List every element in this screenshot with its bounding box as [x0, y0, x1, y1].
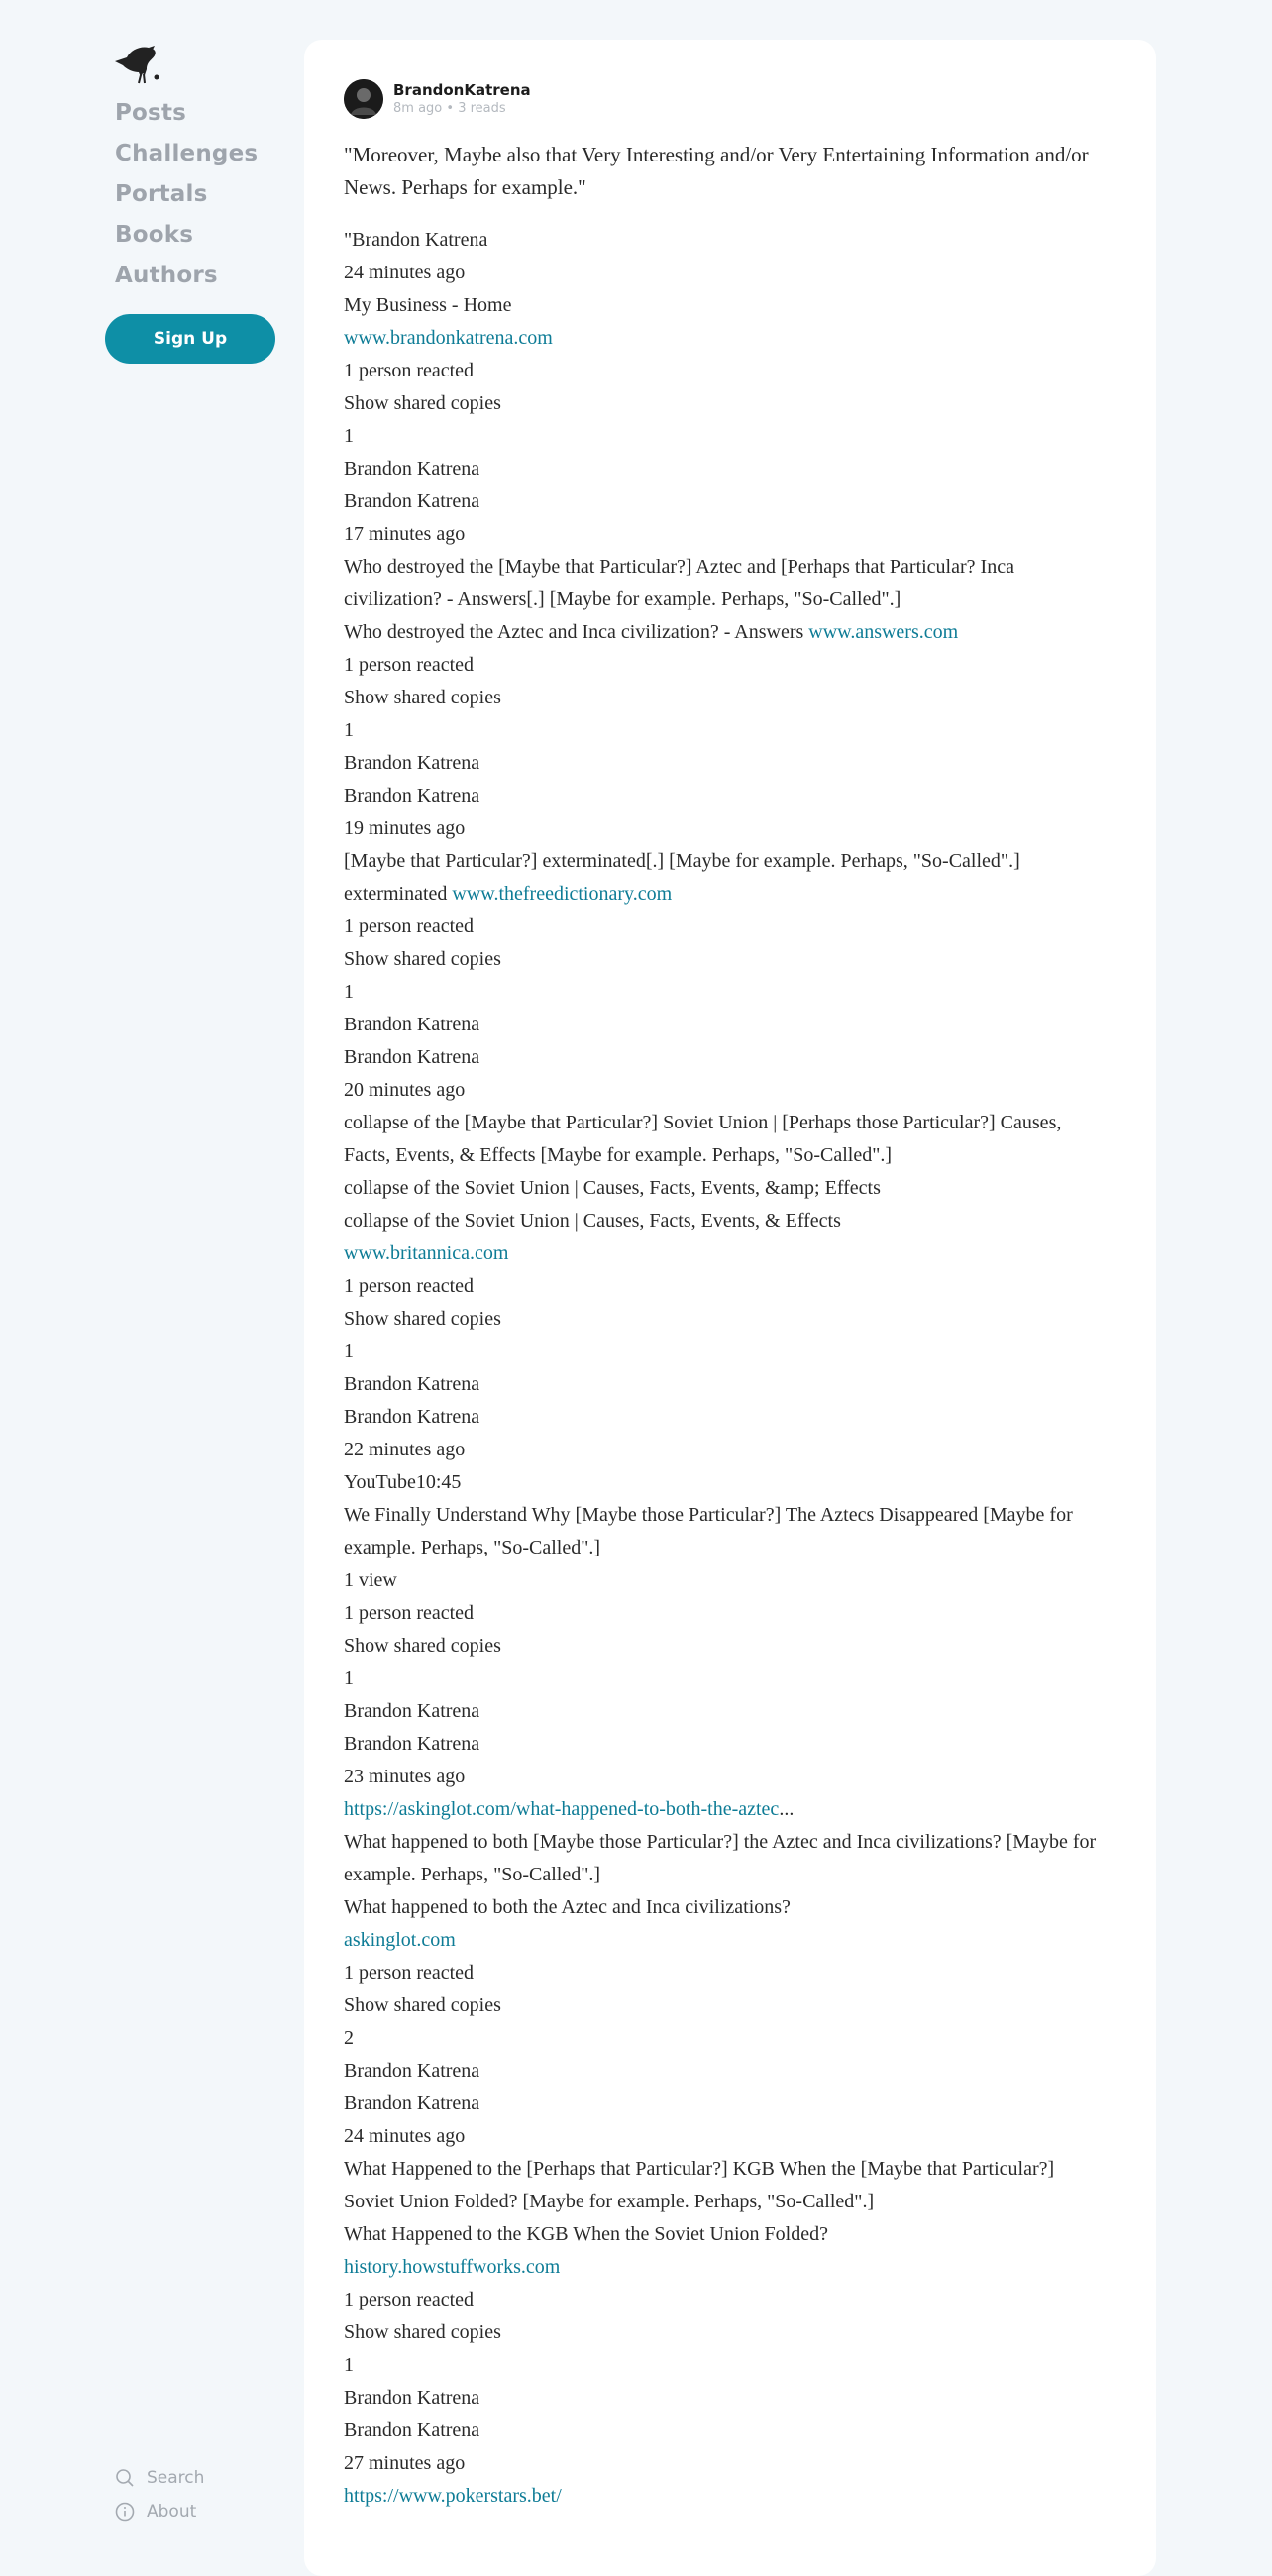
post-line-text: 1 person reacted [344, 2289, 475, 2310]
post-line-text: collapse of the [Maybe that Particular?] Soviet Union | [Perhaps those Particular?] Causes, Facts, Events, & Effects [Maybe for example. Perhaps, "So-Called".] [344, 1112, 1062, 1166]
post-author-row [344, 77, 1116, 121]
post-line [344, 2316, 1107, 2349]
post-line-text: Brandon Katrena [344, 1373, 480, 1395]
post-line [344, 224, 1107, 257]
post-line [344, 1499, 1107, 1564]
post-line [344, 2055, 1107, 2088]
post-line [344, 649, 1107, 682]
post-line-text: Brandon Katrena [344, 785, 480, 806]
sign-up-button[interactable]: Sign Up [105, 314, 275, 364]
post-line [344, 1597, 1107, 1630]
avatar[interactable] [344, 79, 383, 119]
post-line [344, 1434, 1107, 1466]
post-line-text: Brandon Katrena [344, 2060, 480, 2082]
post-line-text: What Happened to the KGB When the Soviet Union Folded? [344, 2223, 828, 2245]
about-label: About [147, 2502, 197, 2522]
about-link[interactable] [115, 2495, 204, 2528]
post-line [344, 812, 1107, 845]
post-line-text: 24 minutes ago [344, 2125, 466, 2147]
post-time: 8m ago [393, 101, 443, 116]
post-line-text: 22 minutes ago [344, 1439, 466, 1460]
post [344, 77, 1116, 2513]
post-line-text: Brandon Katrena [344, 752, 480, 774]
post-card [304, 40, 1156, 2576]
post-line [344, 485, 1107, 518]
post-line [344, 420, 1107, 453]
post-line [344, 1041, 1107, 1074]
info-icon [115, 2502, 135, 2522]
post-line-text: Show shared copies [344, 948, 501, 970]
post-line-text: 1 person reacted [344, 360, 475, 381]
post-line [344, 1728, 1107, 1761]
post-line-text: [Maybe that Particular?] exterminated[.] [Maybe for example. Perhaps, "So-Called".] exterminated [344, 850, 1020, 905]
link-ellipsis: ... [779, 1798, 795, 1820]
post-line-text: "Brandon Katrena [344, 229, 488, 251]
post-line [344, 1270, 1107, 1303]
post-line-text: 1 person reacted [344, 654, 475, 676]
post-line [344, 780, 1107, 812]
post-line-text: 1 [344, 2354, 354, 2376]
nav-item-posts[interactable]: Posts [115, 100, 187, 126]
post-line [344, 1401, 1107, 1434]
meta-separator: • [446, 101, 459, 116]
post-inline-link[interactable]: www.answers.com [808, 621, 959, 643]
post-line-text: Brandon Katrena [344, 1046, 480, 1068]
post-line [344, 1009, 1107, 1041]
post-line-text: 1 person reacted [344, 1962, 475, 1984]
post-line [344, 2382, 1107, 2415]
post-line-text: What happened to both [Maybe those Particular?] the Aztec and Inca civilizations? [Maybe for example. Perhaps, "So-Called".] [344, 1831, 1097, 1885]
post-line-text: Show shared copies [344, 392, 501, 414]
post-line-text: Show shared copies [344, 687, 501, 708]
post-line [344, 682, 1107, 714]
post-line-text: 1 [344, 719, 354, 741]
post-line [344, 2088, 1107, 2120]
post-line [344, 1695, 1107, 1728]
post-line [344, 943, 1107, 976]
post-line-text: Brandon Katrena [344, 1700, 480, 1722]
read-count: 3 reads [458, 101, 506, 116]
search-link[interactable] [115, 2461, 204, 2495]
post-link[interactable] [344, 1924, 1107, 1957]
post-line-text: 1 view [344, 1569, 397, 1591]
post-line [344, 1630, 1107, 1663]
sidebar-footer [115, 2461, 204, 2528]
post-line-text: collapse of the Soviet Union | Causes, Facts, Events, &amp; Effects [344, 1177, 881, 1199]
post-line [344, 976, 1107, 1009]
post-line-text: 1 person reacted [344, 1602, 475, 1624]
post-line-text: 27 minutes ago [344, 2452, 466, 2474]
post-line [344, 2349, 1107, 2382]
post-line [344, 387, 1107, 420]
post-link-text[interactable]: askinglot.com [344, 1929, 456, 1951]
post-line [344, 453, 1107, 485]
post-line [344, 2415, 1107, 2447]
post-inline-link[interactable]: www.thefreedictionary.com [452, 883, 673, 905]
post-line [344, 1663, 1107, 1695]
post-line [344, 616, 1107, 649]
post-info [393, 100, 531, 117]
nav-item-challenges[interactable]: Challenges [115, 141, 259, 166]
post-line [344, 1564, 1107, 1597]
post-line [344, 1336, 1107, 1368]
post-line-text: 1 [344, 981, 354, 1003]
post-line [344, 2120, 1107, 2153]
post-line [344, 355, 1107, 387]
post-line [344, 1303, 1107, 1336]
post-line-text: Brandon Katrena [344, 1733, 480, 1755]
sidebar [105, 40, 283, 364]
post-line [344, 911, 1107, 943]
post-line [344, 714, 1107, 747]
nav-item-books[interactable]: Books [115, 222, 194, 248]
post-link[interactable] [344, 1237, 1107, 1270]
post-body [344, 224, 1107, 2513]
post-line-text: What Happened to the [Perhaps that Particular?] KGB When the [Maybe that Particular?] Soviet Union Folded? [Maybe for example. Perhaps, "So-Called".] [344, 2158, 1055, 2212]
post-line-text: collapse of the Soviet Union | Causes, Facts, Events, & Effects [344, 1210, 841, 1232]
post-line [344, 1205, 1107, 1237]
post-line [344, 1368, 1107, 1401]
post-line [344, 1989, 1107, 2022]
post-line-text: 2 [344, 2027, 354, 2049]
post-line-text: Brandon Katrena [344, 490, 480, 512]
post-line-text: Show shared copies [344, 1994, 501, 2016]
post-line-text: What happened to both the Aztec and Inca civilizations? [344, 1896, 791, 1918]
post-line-text: 20 minutes ago [344, 1079, 466, 1101]
post-line-text: 1 [344, 1341, 354, 1362]
post-line [344, 1466, 1107, 1499]
post-line [344, 2218, 1107, 2251]
post-line [344, 1761, 1107, 1793]
post-line [344, 257, 1107, 289]
post-line-text: Show shared copies [344, 2321, 501, 2343]
nav-item-portals[interactable]: Portals [115, 181, 208, 207]
post-link-text[interactable]: history.howstuffworks.com [344, 2256, 561, 2278]
search-label: Search [147, 2468, 205, 2488]
post-meta [393, 81, 531, 117]
post-line-text: Brandon Katrena [344, 2387, 480, 2409]
post-link[interactable] [344, 2251, 1107, 2284]
post-line-text: 19 minutes ago [344, 817, 466, 839]
post-line [344, 1957, 1107, 1989]
post-line-text: Brandon Katrena [344, 1406, 480, 1428]
post-line-text: 17 minutes ago [344, 523, 466, 545]
post-line-text: 1 person reacted [344, 1275, 475, 1297]
post-line [344, 2022, 1107, 2055]
post-line [344, 2284, 1107, 2316]
post-link[interactable] [344, 322, 1107, 355]
post-line-text: We Finally Understand Why [Maybe those Particular?] The Aztecs Disappeared [Maybe for example. Perhaps, "So-Called".] [344, 1504, 1073, 1558]
post-line-text: 1 [344, 1667, 354, 1689]
post-link-text[interactable]: www.brandonkatrena.com [344, 327, 553, 349]
post-line [344, 747, 1107, 780]
author-name[interactable]: BrandonKatrena [393, 81, 531, 99]
post-line [344, 1891, 1107, 1924]
post-line-text: Show shared copies [344, 1635, 501, 1657]
post-line-text: Brandon Katrena [344, 458, 480, 480]
post-line [344, 2153, 1107, 2218]
post-link-text[interactable]: www.britannica.com [344, 1242, 509, 1264]
post-link[interactable] [344, 1793, 1107, 1826]
crow-logo-icon[interactable] [111, 40, 164, 87]
post-line-text: Brandon Katrena [344, 1014, 480, 1035]
post-line [344, 1826, 1107, 1891]
post-line-text: Who destroyed the [Maybe that Particular?] Aztec and [Perhaps that Particular? Inca civilization? - Answers[.] [Maybe for example. Perhaps, "So-Called".] [344, 556, 1014, 610]
search-icon [115, 2468, 135, 2488]
post-line-text: My Business - Home [344, 294, 512, 316]
post-line-text: 23 minutes ago [344, 1766, 466, 1787]
post-line-text: 1 person reacted [344, 915, 475, 937]
post-line-text: Brandon Katrena [344, 2093, 480, 2114]
post-line-text: 24 minutes ago [344, 262, 466, 283]
post-link-text[interactable]: https://www.pokerstars.bet/ [344, 2485, 562, 2507]
main-nav [105, 93, 283, 296]
post-link-text[interactable]: https://askinglot.com/what-happened-to-both-the-aztec [344, 1798, 780, 1820]
post-link[interactable] [344, 2480, 1107, 2513]
post-line [344, 289, 1107, 322]
post-line [344, 551, 1107, 616]
post-line [344, 518, 1107, 551]
post-line-text: Brandon Katrena [344, 2419, 480, 2441]
post-line [344, 2447, 1107, 2480]
post-line-text: YouTube10:45 [344, 1471, 462, 1493]
post-line [344, 1074, 1107, 1107]
post-line-text: Who destroyed the Aztec and Inca civilization? - Answers [344, 621, 809, 643]
post-line-text: 1 [344, 425, 354, 447]
nav-item-authors[interactable]: Authors [115, 263, 218, 288]
post-line-text: Show shared copies [344, 1308, 501, 1330]
post-quote: "Moreover, Maybe also that Very Interesting and/or Very Entertaining Information and/or News. Perhaps for example." [344, 143, 1089, 199]
post-line [344, 1107, 1107, 1172]
post-line [344, 845, 1107, 911]
post-line [344, 1172, 1107, 1205]
